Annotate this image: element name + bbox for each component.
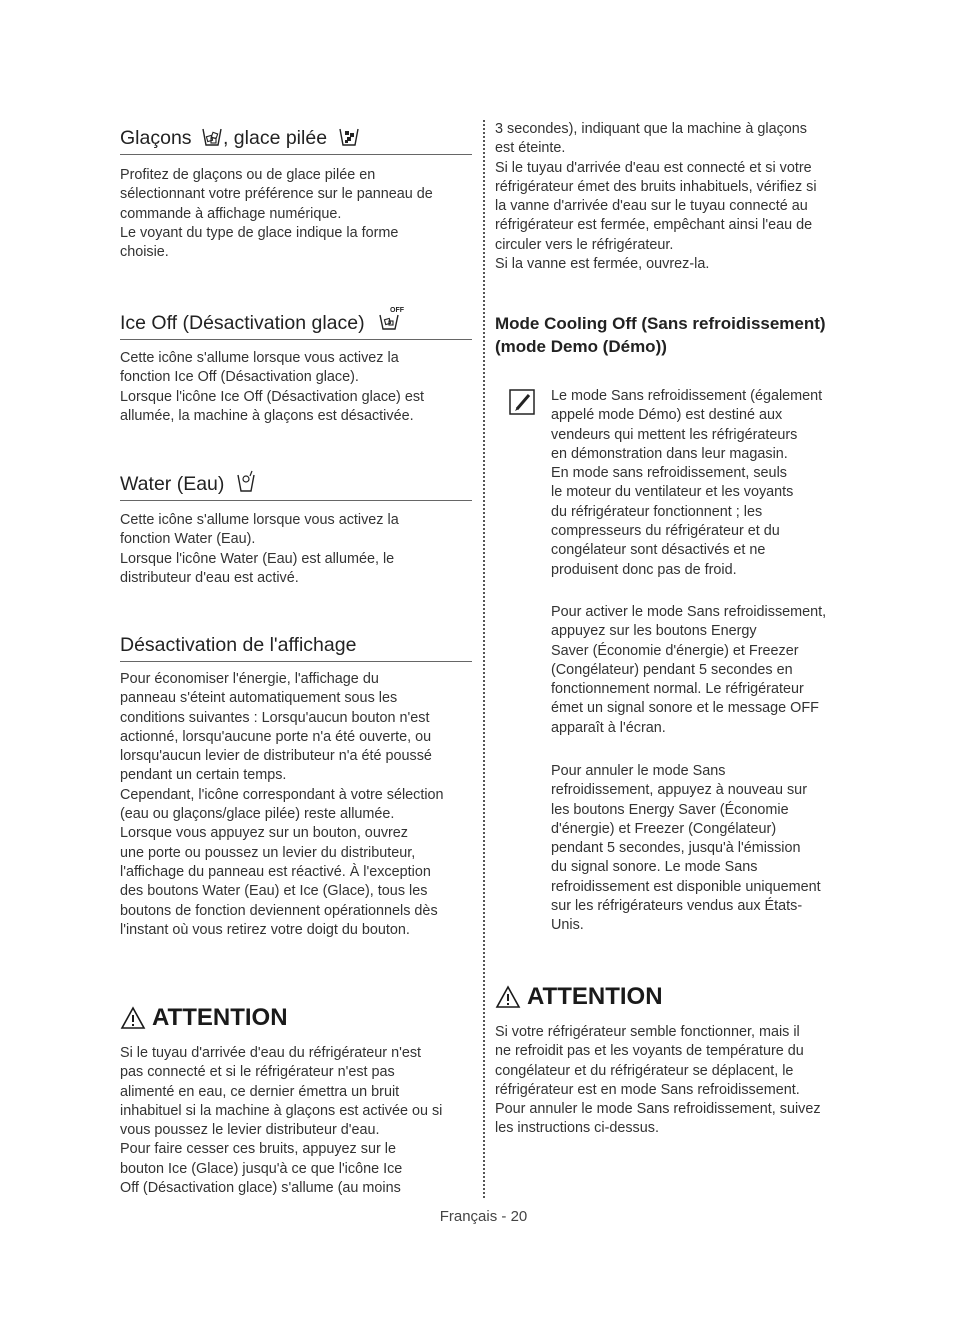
- section-heading: Désactivation de l'affichage: [120, 634, 472, 662]
- warning-triangle-icon: [495, 985, 521, 1009]
- ice-off-icon-label: OFF: [390, 307, 405, 314]
- section-body: Cette icône s'allume lorsque vous activez la fonction Water (Eau). Lorsque l'icône Water (Eau) est allumée, le distributeur d'eau est activé.: [120, 512, 399, 586]
- section-water: [120, 469, 472, 588]
- cooling-note-p3: Pour annuler le mode Sans refroidissement, appuyez à nouveau sur les boutons Energy Saver (Économie d'énergie) et Freezer (Congélateur) pendant 5 secondes, jusqu'à l'émission du signal sonore. Le mode Sans refroidissement est disponible uniquement sur les réfrigérateurs vendus aux États- Unis.: [551, 763, 821, 934]
- cooling-note-p1: Le mode Sans refroidissement (également appelé mode Démo) est destiné aux vendeurs qui mettent les réfrigérateurs en démonstration dans leur magasin. En mode sans refroidissement, seuls le moteur du ventilateur et les voyants du réfrigérateur fonctionnent ; les compresseurs du réfrigérateur et du congélateur sont désactivés et ne produisent donc pas de froid.: [551, 388, 823, 578]
- attention-left: [120, 1004, 472, 1198]
- section-ice-types: [120, 127, 472, 262]
- attention-right: [495, 983, 847, 1139]
- section-body: Profitez de glaçons ou de glace pilée en sélectionnant votre préférence sur le panneau de commande à affichage numérique. Le voyant du type de glace indique la forme choisie.: [120, 167, 433, 261]
- section-body: Cette icône s'allume lorsque vous activez la fonction Ice Off (Désactivation glace). Lorsque l'icône Ice Off (Désactivation glace) est allumée, la machine à glaçons est désactivée.: [120, 350, 425, 424]
- section-heading: Water (Eau): [120, 469, 472, 501]
- ice-cubes-icon: [201, 127, 223, 147]
- warning-triangle-icon: [120, 1006, 146, 1030]
- section-ice-off: [120, 305, 472, 426]
- water-icon: [236, 469, 256, 493]
- attention-body: Si le tuyau d'arrivée d'eau du réfrigérateur n'est pas connecté et si le réfrigérateur n'est pas alimenté en eau, ce dernier émettra un bruit inhabituel si la machine à glaçons est activée ou si vous poussez le levier distributeur d'eau. Pour faire cesser ces bruits, appuyez sur le bouton Ice (Glace) jusqu'à ce que l'icône Ice Off (Désactivation glace) s'allume (au moins: [120, 1045, 443, 1197]
- cooling-note-p2: Pour activer le mode Sans refroidissement, appuyez sur les boutons Energy Saver (Économie d'énergie) et Freezer (Congélateur) pendant 5 secondes en fonctionnement normal. Le réfrigérateur émet un signal sonore et le message OFF apparaît à l'écran.: [551, 604, 827, 736]
- attention-body: Si votre réfrigérateur semble fonctionner, mais il ne refroidit pas et les voyants de température du congélateur et du réfrigérateur se déplacent, le réfrigérateur est en mode Sans refroidissement. Pour annuler le mode Sans refroidissement, suivez les instructions ci-dessus.: [495, 1024, 821, 1137]
- attention-heading: ATTENTION: [495, 983, 847, 1011]
- section-cooling-off: [495, 312, 847, 358]
- crushed-ice-icon: [338, 127, 360, 147]
- section-heading: Glaçons , glace pilée: [120, 127, 472, 155]
- note-pencil-icon: [508, 387, 538, 417]
- continued-text: 3 secondes), indiquant que la machine à glaçons est éteinte. Si le tuyau d'arrivée d'eau est connecté et si votre réfrigérateur émet des bruits inhabituels, vérifiez si la vanne d'arrivée d'eau sur le tuyau connecté au réfrigérateur est fermée, empêchant ainsi l'eau de circuler vers le réfrigérateur. Si la vanne est fermée, ouvrez-la.: [495, 121, 817, 273]
- page-number: Français - 20: [439, 1208, 528, 1225]
- section-heading: Mode Cooling Off (Sans refroidissement) (mode Demo (Démo)): [495, 314, 826, 356]
- column-divider: [483, 120, 485, 1198]
- section-heading: Ice Off (Désactivation glace) OFF: [120, 305, 472, 340]
- attention-heading: ATTENTION: [120, 1004, 472, 1032]
- section-body: Pour économiser l'énergie, l'affichage du panneau s'éteint automatiquement sous les conditions suivantes : Lorsqu'aucun bouton n'est actionné, lorsqu'aucune porte n'a été ouverte, ou lorsqu'aucun levier de distributeur n'a été poussé pendant un certain temps. Cependant, l'icône correspondant à votre sélection (eau ou glaçons/glace pilée) reste allumée. Lorsque vous appuyez sur un bouton, ouvrez une porte ou poussez un levier du distributeur, l'affichage du panneau est réactivé. À l'exception des boutons Water (Eau) et Ice (Glace), tous les boutons de fonction deviennent opérationnels dès l'instant où vous retirez votre doigt du bouton.: [120, 671, 444, 938]
- ice-off-icon: [376, 305, 404, 331]
- section-display-off: [120, 634, 472, 940]
